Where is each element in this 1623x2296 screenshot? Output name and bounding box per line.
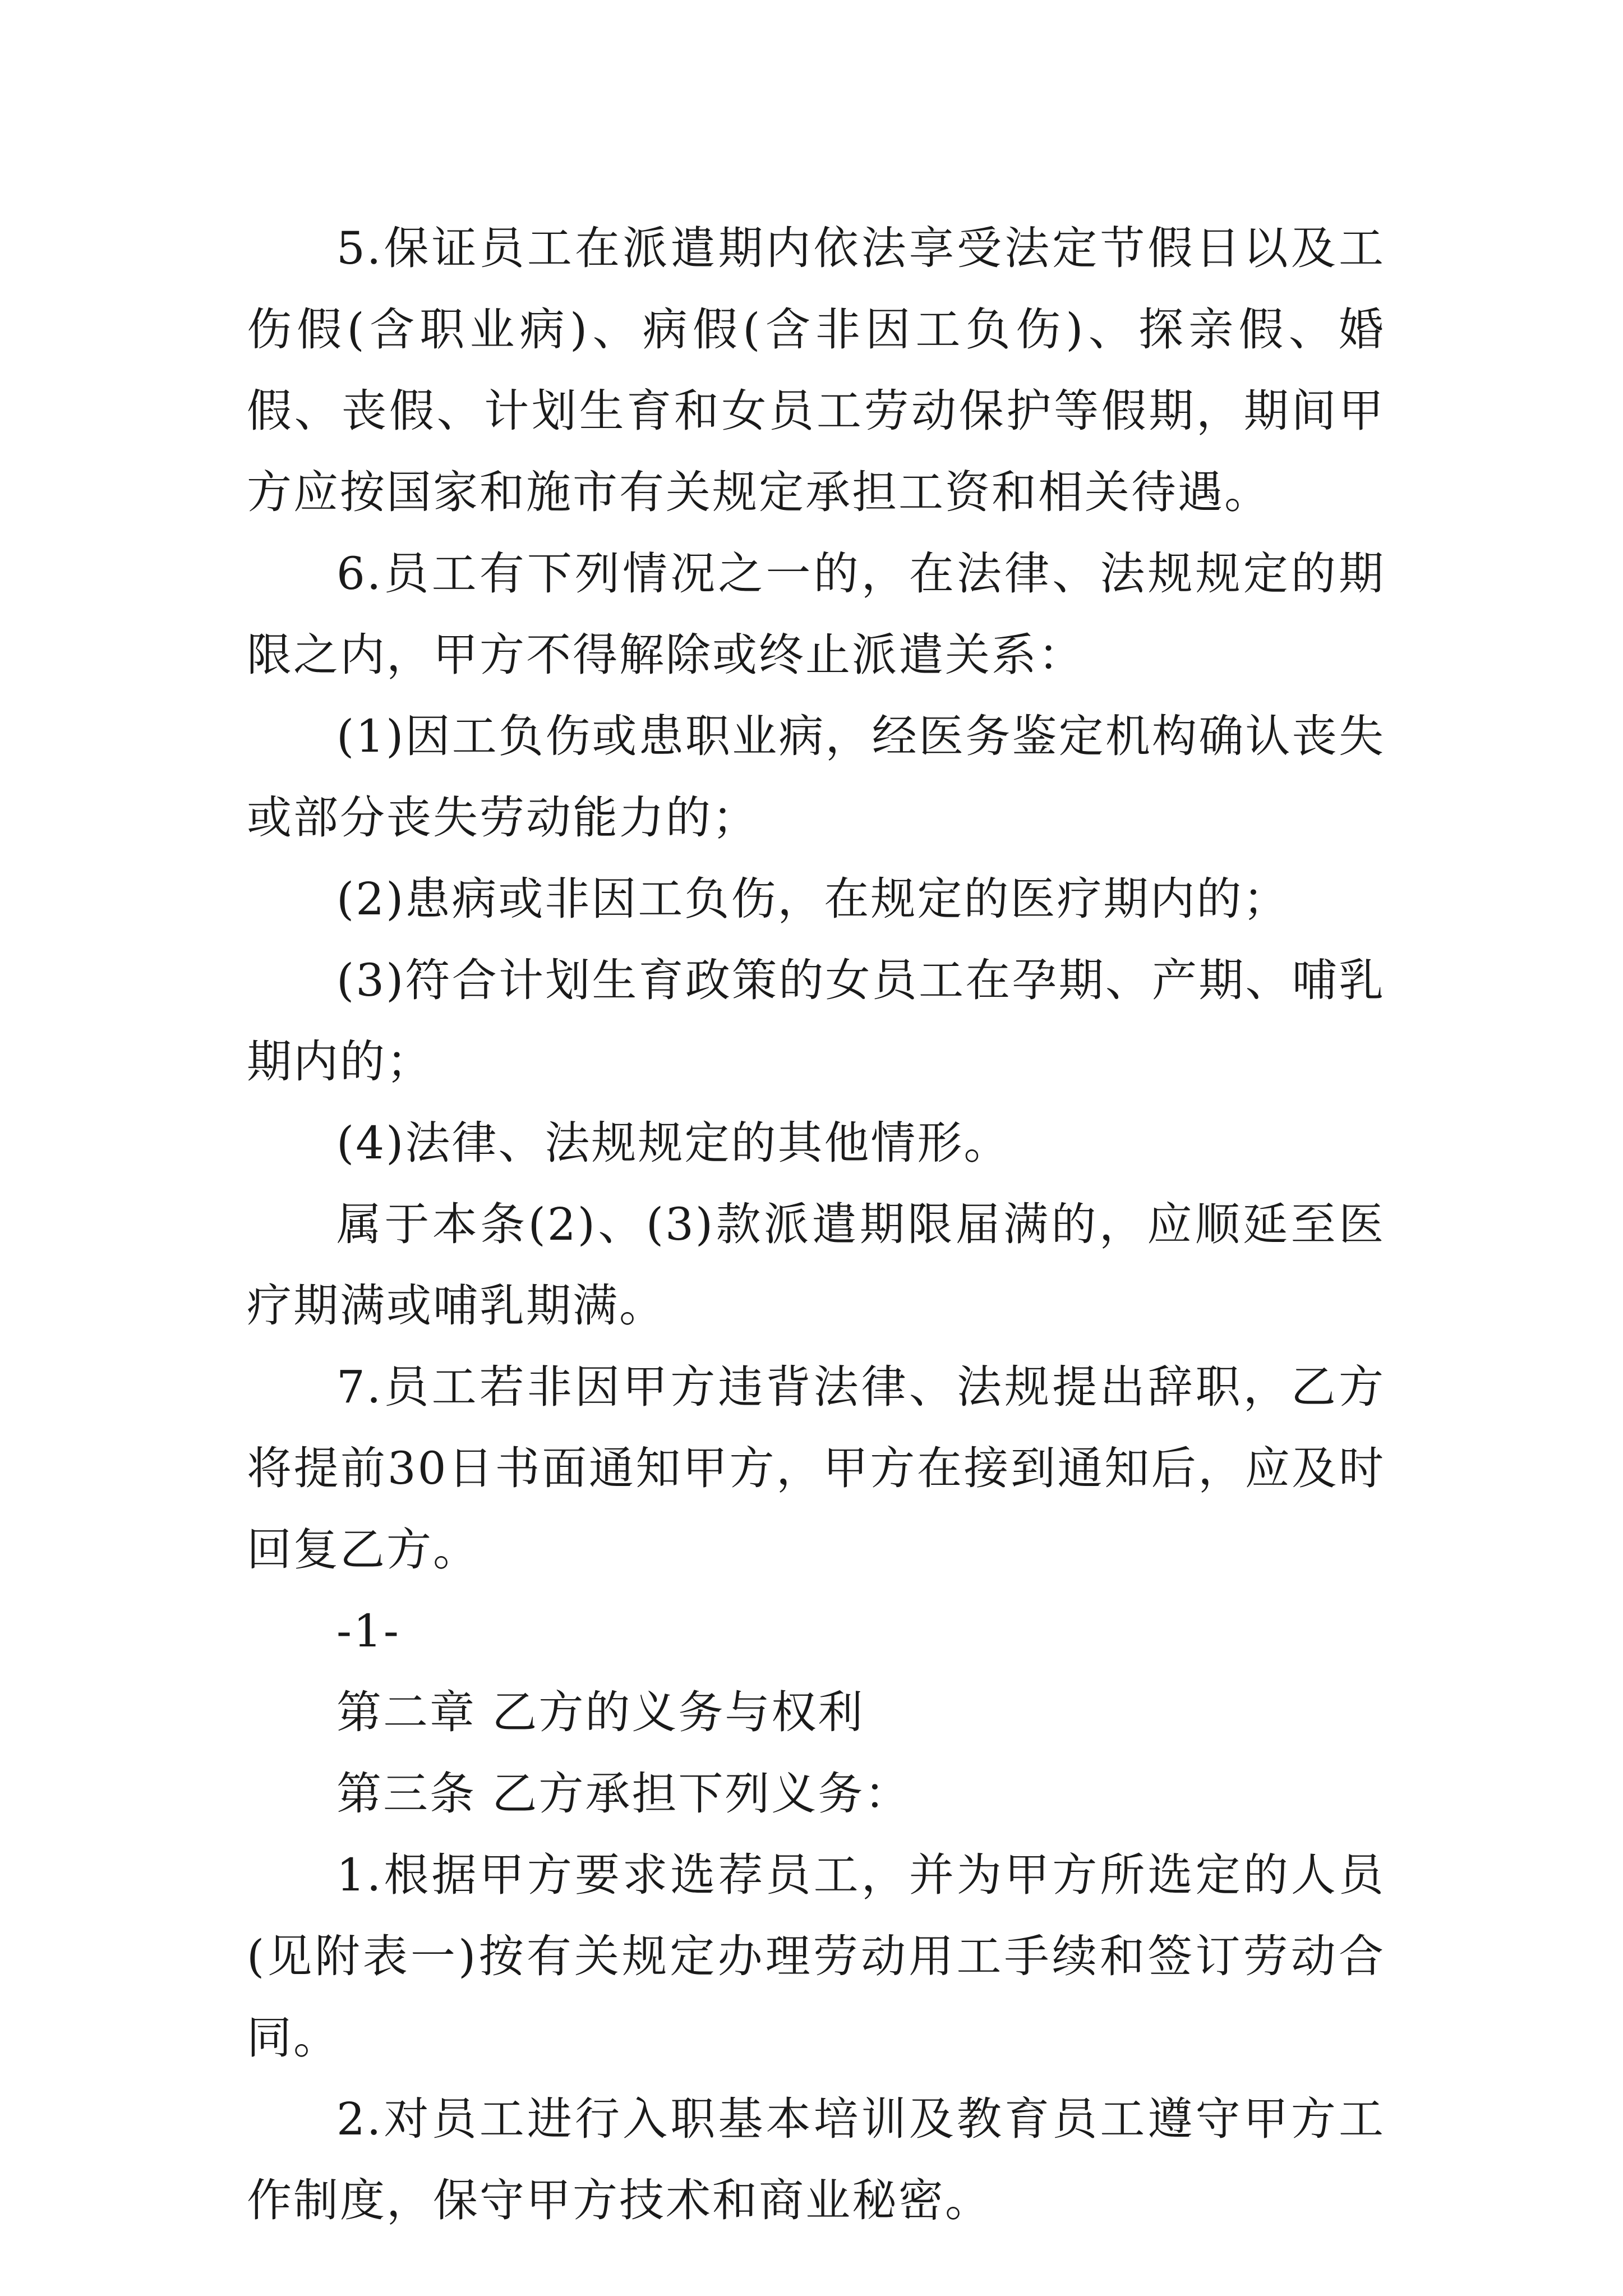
paragraph-subitem-4: (4)法律、法规规定的其他情形。 [336,1117,1011,1169]
paragraph-duty-2: 2.对员工进行入职基本培训及教育员工遵守甲方工作制度，保守甲方技术和商业秘密。 [247,2093,1385,2226]
article-heading: 第三条 乙方承担下列义务： [336,1768,911,1820]
document-body [247,208,1385,2241]
chapter-heading: 第二章 乙方的义务与权利 [336,1686,865,1738]
paragraph-item-6: 6.员工有下列情况之一的，在法律、法规规定的期限之内，甲方不得解除或终止派遣关系： [247,547,1385,681]
paragraph-item-5: 5.保证员工在派遣期内依法享受法定节假日以及工伤假(含职业病)、病假(含非因工负伤)、探亲假、婚假、丧假、计划生育和女员工劳动保护等假期，期间甲方应按国家和施市有关规定承担工资和相关待遇。 [247,222,1385,518]
paragraph-extension-note: 属于本条(2)、(3)款派遣期限届满的，应顺延至医疗期满或哺乳期满。 [247,1198,1385,1332]
paragraph-subitem-2: (2)患病或非因工负伤，在规定的医疗期内的； [336,873,1290,925]
paragraph-item-7: 7.员工若非因甲方违背法律、法规提出辞职，乙方将提前30日书面通知甲方，甲方在接到通知后，应及时回复乙方。 [247,1361,1385,1576]
paragraph-subitem-1: (1)因工负伤或患职业病，经医务鉴定机构确认丧失或部分丧失劳动能力的； [247,710,1385,844]
paragraph-duty-1: 1.根据甲方要求选荐员工，并为甲方所选定的人员(见附表一)按有关规定办理劳动用工手续和签订劳动合同。 [247,1849,1385,2064]
page-number: -1- [336,1605,400,1657]
paragraph-subitem-3: (3)符合计划生育政策的女员工在孕期、产期、哺乳期内的； [247,954,1385,1088]
